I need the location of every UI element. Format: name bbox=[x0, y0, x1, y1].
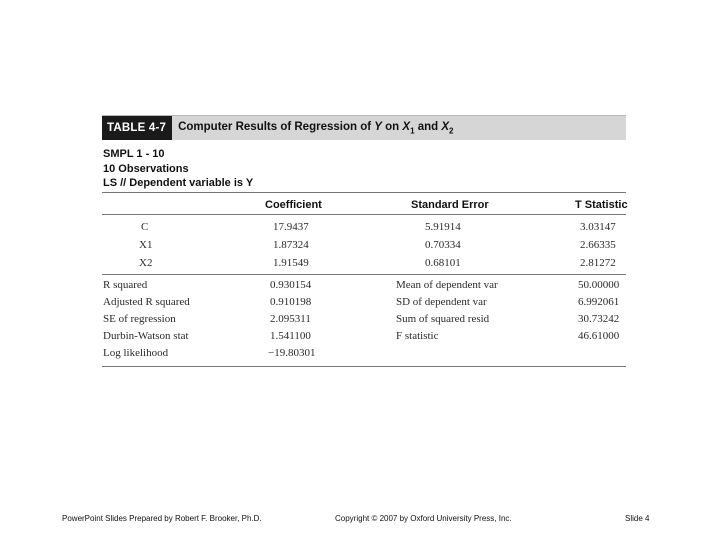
slide-number: Slide 4 bbox=[625, 514, 650, 523]
stat-label: R squared bbox=[103, 279, 148, 291]
stat2-label: F statistic bbox=[396, 330, 439, 342]
row-t-statistic: 3.03147 bbox=[580, 221, 616, 233]
row-coefficient: 1.91549 bbox=[273, 257, 309, 269]
row-standard-error: 5.91914 bbox=[425, 221, 461, 233]
footer-author: PowerPoint Slides Prepared by Robert F. Brooker, Ph.D. bbox=[62, 514, 262, 523]
stat-label: Adjusted R squared bbox=[103, 296, 190, 308]
row-standard-error: 0.68101 bbox=[425, 257, 461, 269]
row-standard-error: 0.70334 bbox=[425, 239, 461, 251]
table-rule-bottom bbox=[102, 366, 626, 367]
row-var: C bbox=[141, 221, 149, 233]
stat-value: 0.910198 bbox=[270, 296, 312, 308]
stat-label: Durbin-Watson stat bbox=[103, 330, 189, 342]
stat2-value: 46.61000 bbox=[578, 330, 620, 342]
stat2-value: 6.992061 bbox=[578, 296, 620, 308]
row-var: X1 bbox=[139, 239, 153, 251]
stat2-value: 50.00000 bbox=[578, 279, 620, 291]
stat2-label: SD of dependent var bbox=[396, 296, 487, 308]
stat-label: SE of regression bbox=[103, 313, 176, 325]
stat2-label: Mean of dependent var bbox=[396, 279, 498, 291]
observations-line: 10 Observations bbox=[103, 162, 189, 175]
stat-value: 1.541100 bbox=[270, 330, 311, 342]
ls-line: LS // Dependent variable is Y bbox=[103, 177, 254, 189]
stat2-label: Sum of squared resid bbox=[396, 313, 490, 325]
header-t-statistic: T Statistic bbox=[575, 199, 628, 211]
table-rule-header bbox=[102, 214, 626, 215]
table-title-bar bbox=[102, 115, 626, 140]
table-rule-stats bbox=[102, 274, 626, 275]
header-coefficient: Coefficient bbox=[265, 199, 322, 211]
header-standard-error: Standard Error bbox=[411, 199, 489, 211]
row-var: X2 bbox=[139, 257, 153, 269]
row-t-statistic: 2.81272 bbox=[580, 257, 616, 269]
stat-value: 0.930154 bbox=[270, 279, 312, 291]
row-t-statistic: 2.66335 bbox=[580, 239, 616, 251]
stat-value: −19.80301 bbox=[268, 347, 316, 359]
table-rule-top bbox=[102, 192, 626, 193]
stat-value: 2.095311 bbox=[270, 313, 311, 325]
footer-copyright: Copyright © 2007 by Oxford University Press, Inc. bbox=[335, 514, 512, 523]
stat-label: Log likelihood bbox=[103, 347, 169, 359]
smpl-line: SMPL 1 - 10 bbox=[103, 148, 165, 160]
table-label: TABLE 4-7 bbox=[102, 116, 172, 140]
stat2-value: 30.73242 bbox=[578, 313, 620, 325]
table-title: Computer Results of Regression of Y on $X_1$ and $X_2$ bbox=[178, 120, 454, 136]
row-coefficient: 17.9437 bbox=[273, 221, 309, 233]
row-coefficient: 1.87324 bbox=[273, 239, 309, 251]
sample-info bbox=[103, 147, 253, 191]
